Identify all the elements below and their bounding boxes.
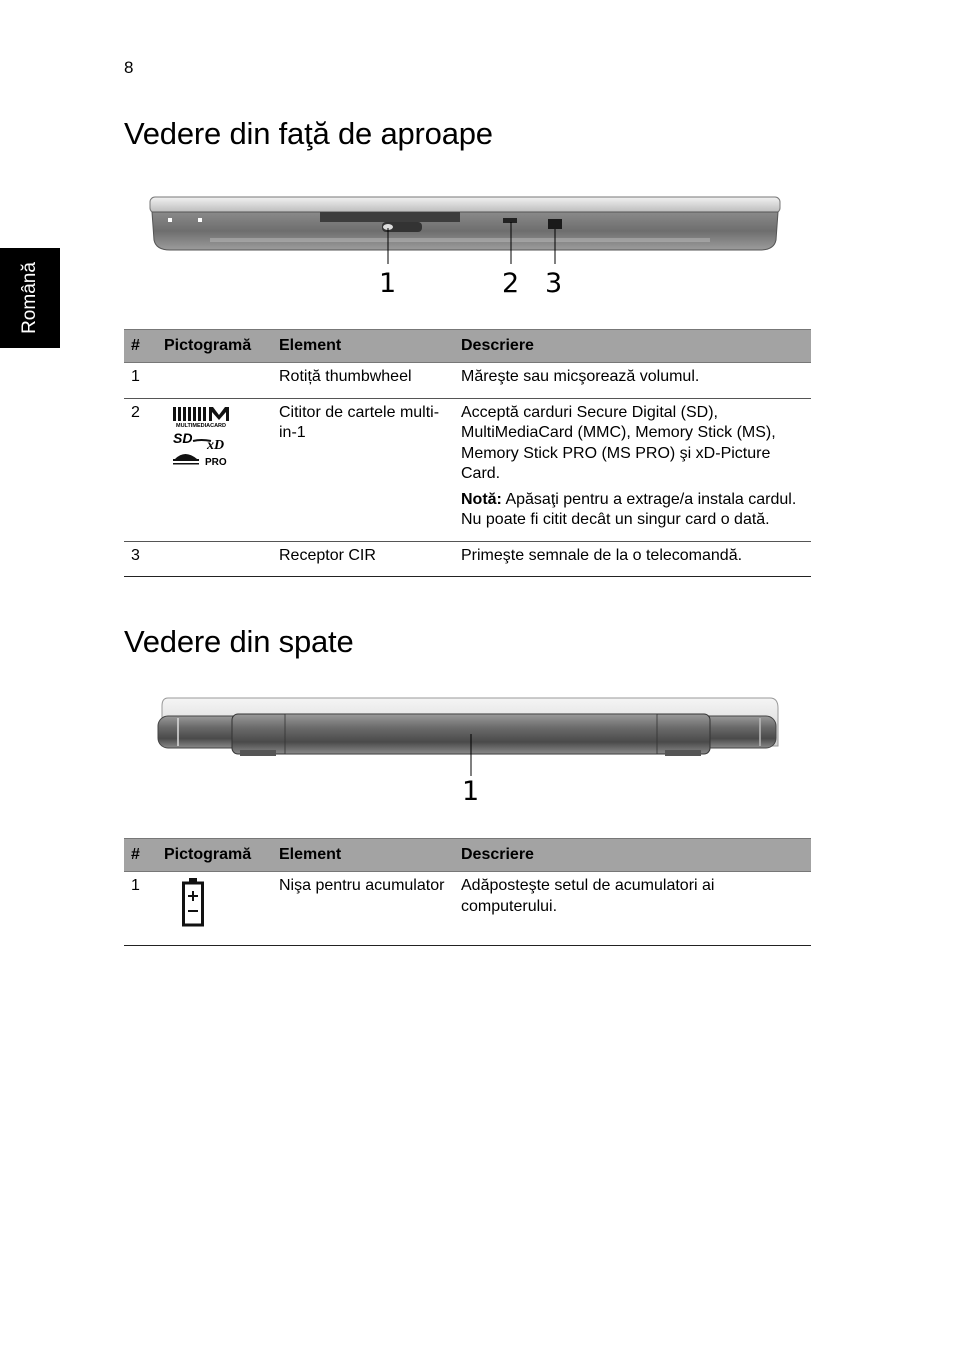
pro-logo-text: PRO <box>205 456 227 467</box>
row-icon-cell <box>157 398 272 541</box>
table-row <box>124 541 811 577</box>
header-element: Element <box>272 330 454 363</box>
table-row <box>124 363 811 399</box>
note-label: Notă: <box>461 490 502 508</box>
header-icon: Pictogramă <box>157 839 272 872</box>
table-header-row <box>124 330 811 363</box>
row-icon-cell <box>157 872 272 946</box>
callout-rear-1: 1 <box>462 776 480 807</box>
row-number: 1 <box>124 872 157 946</box>
row-number: 1 <box>124 363 157 399</box>
front-view-illustration <box>120 192 790 264</box>
header-description: Descriere <box>454 839 811 872</box>
row-description: Acceptă carduri Secure Digital (SD), MultiMediaCard (MMC), Memory Stick (MS), Memory Stick PRO (MS PRO) şi xD-Picture Card. <box>461 403 776 482</box>
language-side-tab <box>0 248 60 348</box>
table-header-row <box>124 839 811 872</box>
front-view-table <box>124 329 811 577</box>
battery-icon <box>181 876 205 935</box>
row-element: Receptor CIR <box>272 541 454 577</box>
rear-view-illustration <box>120 692 790 776</box>
row-description: Adăposteşte setul de acumulatori ai computerului. <box>454 872 811 946</box>
callout-1: 1 <box>379 268 397 299</box>
xd-logo-text: xD <box>207 437 225 453</box>
table-row <box>124 398 811 541</box>
row-number: 2 <box>124 398 157 541</box>
language-label: Română <box>19 262 40 334</box>
header-number: # <box>124 839 157 872</box>
row-description: Primeşte semnale de la o telecomandă. <box>454 541 811 577</box>
row-number: 3 <box>124 541 157 577</box>
note-text: Apăsaţi pentru a extrage/a instala cardul. Nu poate fi citit decât un singur card o dată. <box>461 490 797 528</box>
sd-logo-text: SD <box>173 429 193 446</box>
header-description: Descriere <box>454 330 811 363</box>
section-title-front: Vedere din faţă de aproape <box>124 116 493 151</box>
callout-2: 2 <box>502 268 520 299</box>
row-element: Nişa pentru acumulator <box>272 872 454 946</box>
header-number: # <box>124 330 157 363</box>
header-element: Element <box>272 839 454 872</box>
header-icon: Pictogramă <box>157 330 272 363</box>
row-description-cell <box>454 398 811 541</box>
row-description: Măreşte sau micşorează volumul. <box>454 363 811 399</box>
row-element: Cititor de cartele multi-in-1 <box>272 398 454 541</box>
table-row <box>124 872 811 946</box>
row-icon-empty <box>157 363 272 399</box>
row-element: Rotiță thumbwheel <box>272 363 454 399</box>
mmc-logo-text: MULTIMEDIACARD <box>175 422 227 429</box>
rear-view-table <box>124 838 811 946</box>
page-number: 8 <box>124 58 134 77</box>
callout-3: 3 <box>545 268 563 299</box>
note-block <box>461 490 804 531</box>
row-icon-empty <box>157 541 272 577</box>
card-reader-logos-icon <box>171 403 237 474</box>
section-title-rear: Vedere din spate <box>124 624 354 659</box>
